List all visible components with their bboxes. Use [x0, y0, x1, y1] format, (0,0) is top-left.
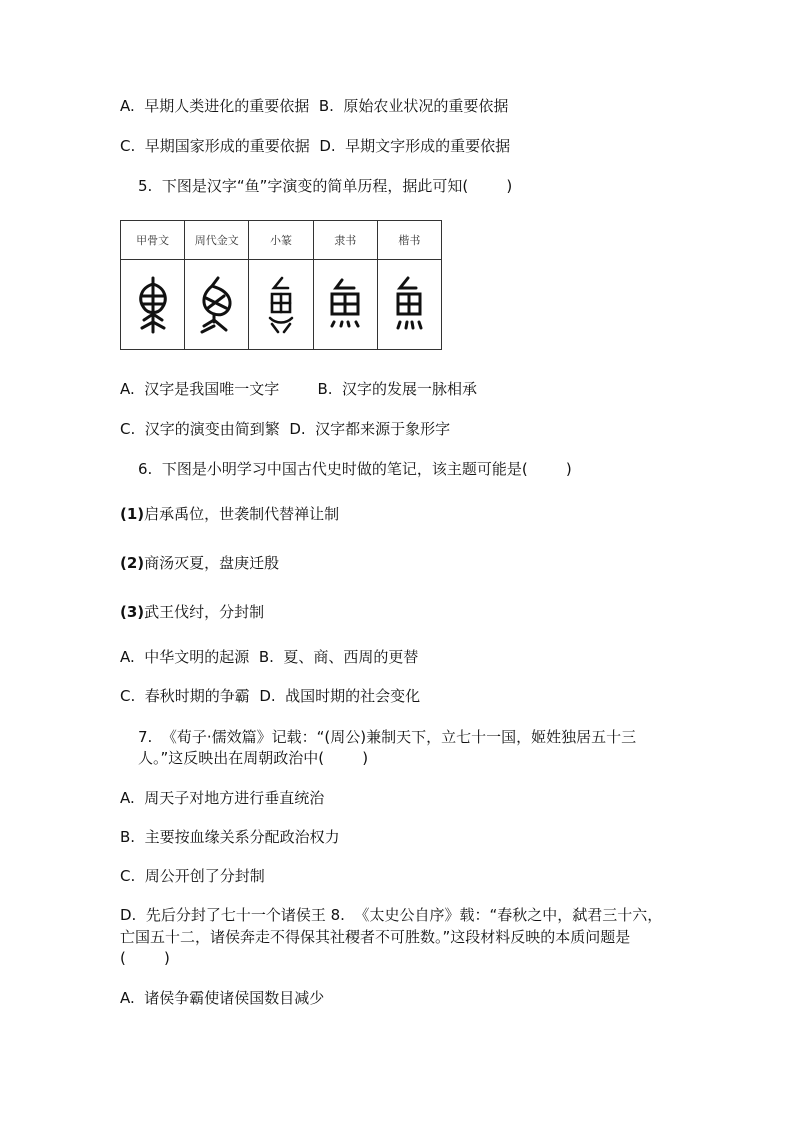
q4-option-ab: A. 早期人类进化的重要依据 B. 原始农业状况的重要依据	[120, 97, 509, 115]
q5-stem: 5. 下图是汉字“鱼”字演变的简单历程，据此可知( )	[138, 177, 513, 195]
note-text: 启承禹位，世袭制代替禅让制	[144, 505, 340, 523]
glyph-cell-jiaguwen	[121, 260, 185, 350]
q5-option-cd: C. 汉字的演变由简到繁 D. 汉字都来源于象形字	[120, 420, 451, 438]
header-label: 楷书	[398, 234, 421, 247]
oracle-bone-fish-icon	[130, 274, 176, 336]
q6-option-cd: C. 春秋时期的争霸 D. 战国时期的社会变化	[120, 687, 421, 705]
header-label: 隶书	[334, 234, 357, 247]
regular-fish-icon	[386, 274, 432, 336]
note-number: (3)	[120, 603, 145, 621]
q5-option-ab: A. 汉字是我国唯一文字 B. 汉字的发展一脉相承	[120, 380, 478, 398]
clerical-fish-icon	[322, 274, 368, 336]
q7-stem-line-1: 7. 《荀子·儒效篇》记载：“(周公)兼制天下，立七十一国，姬姓独居五十三	[138, 728, 637, 746]
note-number: (1)	[120, 505, 145, 523]
header-label: 周代金文	[194, 234, 239, 247]
header-cell-jiaguwen	[121, 221, 185, 259]
q7-option-d-line-1: D. 先后分封了七十一个诸侯王 8. 《太史公自序》载：“春秋之中，弑君三十六，	[120, 906, 663, 924]
note-text: 武王伐纣，分封制	[144, 603, 265, 621]
seal-fish-icon	[258, 274, 304, 336]
glyph-cell-lishu	[314, 260, 378, 350]
q6-note-3	[120, 601, 264, 623]
bronze-fish-icon	[194, 274, 240, 336]
glyph-cell-kaishu	[378, 260, 441, 350]
evolution-table-header-row	[121, 221, 441, 260]
glyph-cell-jinwen	[185, 260, 249, 350]
q6-note-1	[120, 503, 339, 525]
q6-stem: 6. 下图是小明学习中国古代史时做的笔记，该主题可能是( )	[138, 460, 572, 478]
q6-note-2	[120, 552, 279, 574]
header-label: 小篆	[270, 234, 292, 247]
note-text: 商汤灭夏，盘庚迁殷	[144, 554, 280, 572]
q7-option-a: A. 周天子对地方进行垂直统治	[120, 789, 325, 807]
q7-option-b: B. 主要按血缘关系分配政治权力	[120, 828, 340, 846]
q8-option-a: A. 诸侯争霸使诸侯国数目减少	[120, 989, 325, 1007]
header-cell-jinwen	[185, 221, 249, 259]
q7-option-c: C. 周公开创了分封制	[120, 867, 265, 885]
header-label: 甲骨文	[136, 234, 170, 247]
q4-option-cd: C. 早期国家形成的重要依据 D. 早期文字形成的重要依据	[120, 137, 511, 155]
q8-stem-line-3: ( )	[120, 949, 170, 967]
header-cell-lishu	[314, 221, 378, 259]
note-number: (2)	[120, 554, 145, 572]
header-cell-xiaozhuan	[249, 221, 313, 259]
q7-stem-line-2: 人。”这反映出在周朝政治中( )	[138, 749, 369, 767]
glyph-cell-xiaozhuan	[249, 260, 313, 350]
q8-stem-line-2: 亡国五十二，诸侯奔走不得保其社稷者不可胜数。”这段材料反映的本质问题是	[120, 928, 631, 946]
evolution-table-glyph-row	[121, 260, 441, 350]
fish-character-evolution-table	[120, 220, 442, 350]
q6-option-ab: A. 中华文明的起源 B. 夏、商、西周的更替	[120, 648, 419, 666]
header-cell-kaishu	[378, 221, 441, 259]
